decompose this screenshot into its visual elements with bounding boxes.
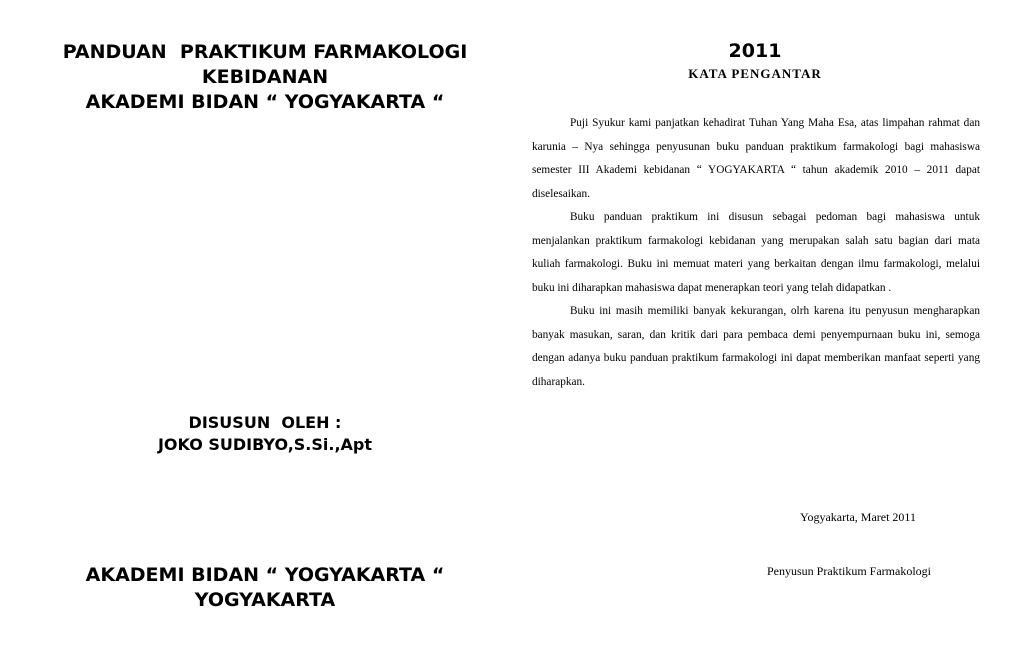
cover-title-line: KEBIDANAN: [201, 66, 329, 88]
signatory: Penyusun Praktikum Farmakologi: [767, 564, 931, 578]
preface-paragraph: Buku ini masih memiliki banyak kekurangan, olrh karena itu penyusun mengharapkan banyak masukan, saran, dan kritik dari para pembaca demi penyempurnaan buku ini, semoga dengan adanya buku panduan praktikum farmakologi ini dapat memberikan manfaat seperti yang diharapkan.: [532, 305, 980, 388]
preface-body: [532, 112, 980, 394]
place-date: Yogyakarta, Maret 2011: [800, 510, 916, 524]
compiled-by-label: DISUSUN OLEH :: [188, 413, 342, 432]
preface-page: [530, 0, 1020, 669]
preface-year: 2011: [728, 40, 782, 62]
preface-paragraph: Puji Syukur kami panjatkan kehadirat Tuhan Yang Maha Esa, atas limpahan rahmat dan karunia – Nya sehingga penyusunan buku panduan praktikum farmakologi bagi mahasiswa semester III Akademi kebidanan “ YOGYAKARTA “ tahun akademik 2010 – 2011 dapat diselesaikan.: [532, 117, 980, 200]
author-name: JOKO SUDIBYO,S.Si.,Apt: [157, 435, 373, 454]
institution-block: [0, 563, 530, 613]
institution-line: AKADEMI BIDAN “ YOGYAKARTA “: [85, 564, 445, 586]
cover-title-line: AKADEMI BIDAN “ YOGYAKARTA “: [85, 91, 445, 113]
cover-title: [0, 40, 530, 115]
cover-title-line: PANDUAN PRAKTIKUM FARMAKOLOGI: [62, 41, 468, 63]
author-block: [0, 412, 530, 456]
preface-heading: KATA PENGANTAR: [688, 66, 822, 81]
preface-paragraph: Buku panduan praktikum ini disusun sebagai pedoman bagi mahasiswa untuk menjalankan praktikum farmakologi kebidanan yang merupakan salah satu bagian dari mata kuliah farmakologi. Buku ini memuat materi yang berkaitan dengan ilmu farmakologi, melalui buku ini diharapkan mahasiswa dapat menerapkan teori yang telah didapatkan .: [532, 211, 980, 294]
institution-line: YOGYAKARTA: [194, 589, 336, 611]
